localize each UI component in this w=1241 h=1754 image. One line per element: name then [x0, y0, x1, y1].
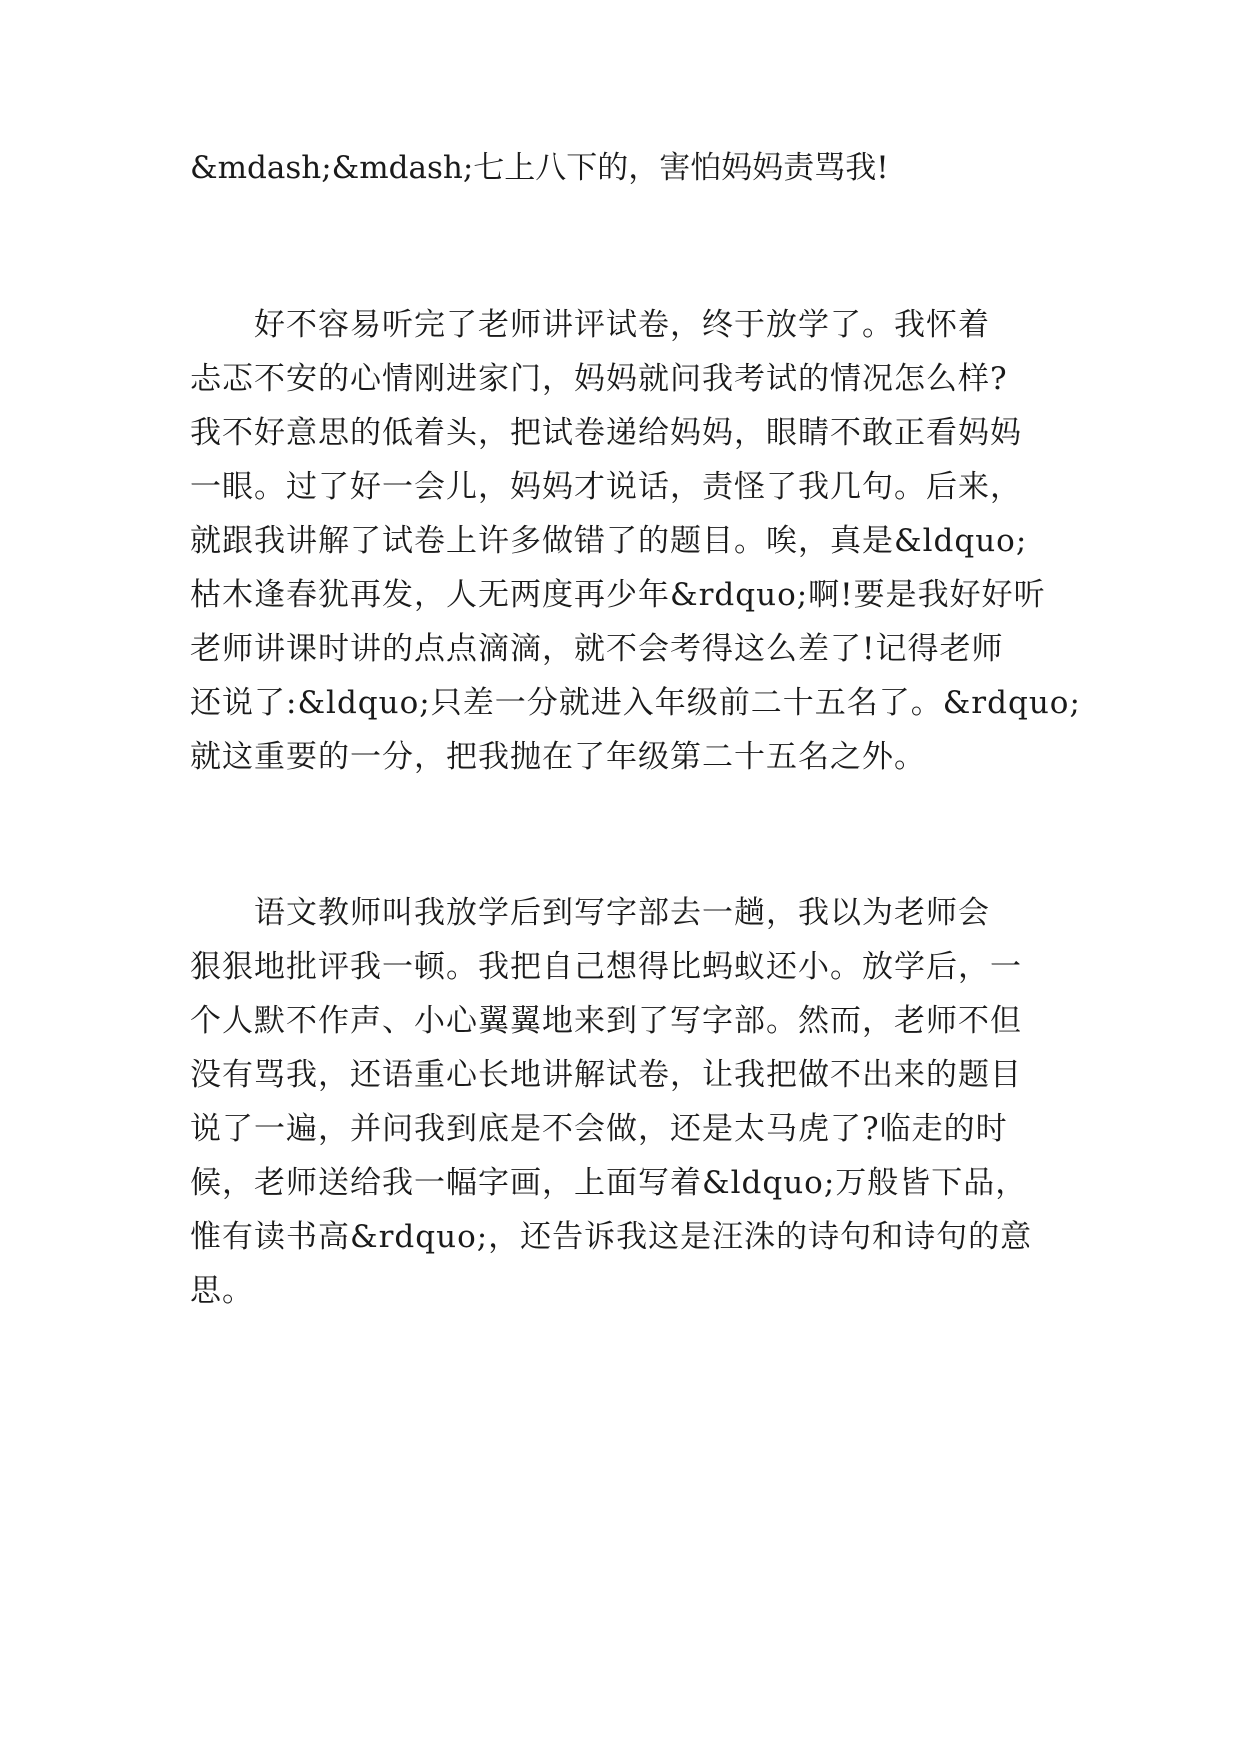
paragraph-3-line-6: 候，老师送给我一幅字画，上面写着&ldquo;万般皆下品，	[190, 1165, 1028, 1201]
paragraph-2-line-5: 就跟我讲解了试卷上许多做错了的题目。唉，真是&ldquo;	[190, 523, 1028, 559]
paragraph-3-line-5: 说了一遍，并问我到底是不会做，还是太马虎了?临走的时	[190, 1111, 1008, 1147]
paragraph-2-line-2: 忐忑不安的心情刚进家门，妈妈就问我考试的情况怎么样?	[190, 361, 1008, 397]
paragraph-3-line-4: 没有骂我，还语重心长地讲解试卷，让我把做不出来的题目	[190, 1057, 1022, 1093]
paragraph-2-line-6: 枯木逢春犹再发，人无两度再少年&rdquo;啊!要是我好好听	[190, 577, 1046, 613]
paragraph-3-line-1: 语文教师叫我放学后到写字部去一趟，我以为老师会	[190, 895, 990, 931]
paragraph-2-line-9: 就这重要的一分，把我抛在了年级第二十五名之外。	[190, 739, 926, 775]
paragraph-3-line-2: 狠狠地批评我一顿。我把自己想得比蚂蚁还小。放学后，一	[190, 949, 1022, 985]
paragraph-2-line-8: 还说了:&ldquo;只差一分就进入年级前二十五名了。&rdquo;	[190, 685, 1081, 721]
paragraph-2-line-7: 老师讲课时讲的点点滴滴，就不会考得这么差了!记得老师	[190, 631, 1004, 667]
paragraph-3-line-7: 惟有读书高&rdquo;，还告诉我这是汪洙的诗句和诗句的意	[190, 1219, 1033, 1255]
paragraph-1-line-1: &mdash;&mdash;七上八下的，害怕妈妈责骂我!	[190, 150, 889, 186]
paragraph-3-line-8: 思。	[190, 1273, 254, 1309]
paragraph-3-line-3: 个人默不作声、小心翼翼地来到了写字部。然而，老师不但	[190, 1003, 1022, 1039]
paragraph-2-line-1: 好不容易听完了老师讲评试卷，终于放学了。我怀着	[190, 307, 990, 343]
paragraph-2-line-4: 一眼。过了好一会儿，妈妈才说话，责怪了我几句。后来，	[190, 469, 1022, 505]
paragraph-2-line-3: 我不好意思的低着头，把试卷递给妈妈，眼睛不敢正看妈妈	[190, 415, 1022, 451]
